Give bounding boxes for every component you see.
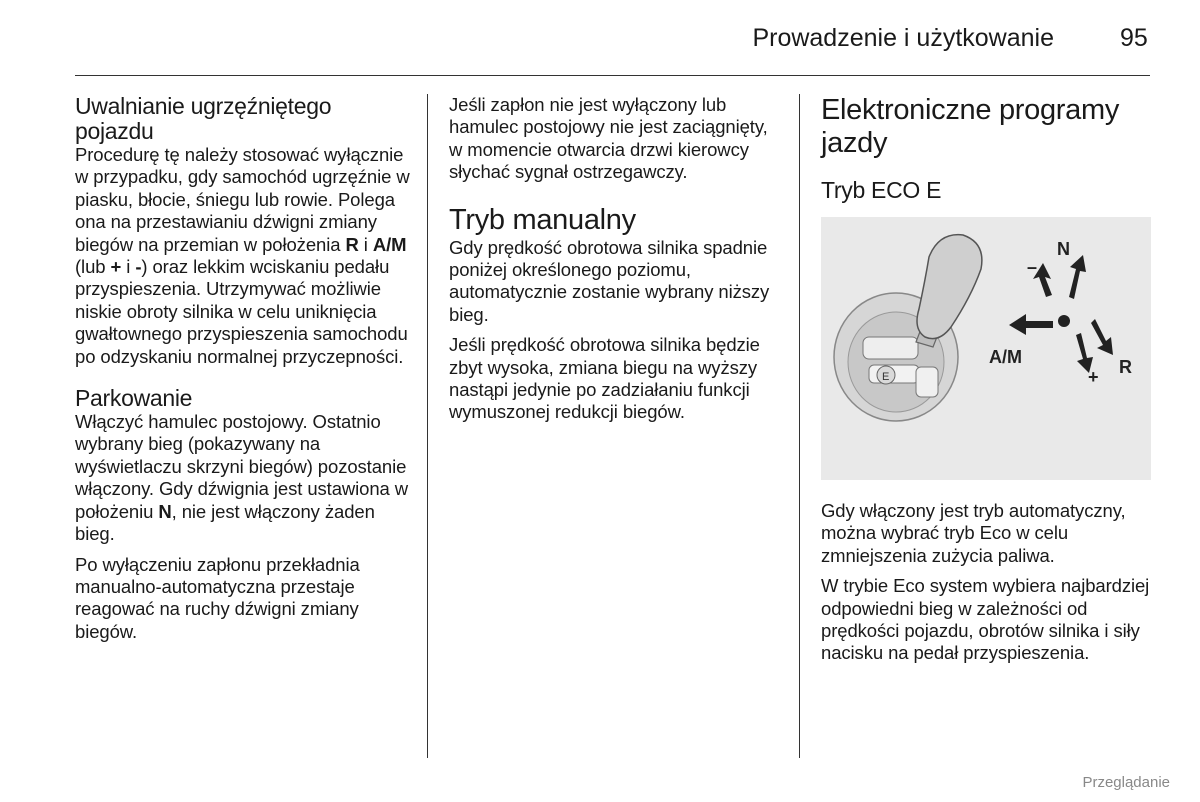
heading-manual-mode: Tryb manualny xyxy=(449,203,636,236)
footer-label: Przeglądanie xyxy=(1082,774,1170,791)
gear-lever-illustration xyxy=(821,217,1151,480)
heading-eco-mode: Tryb ECO E xyxy=(821,177,942,203)
paragraph-stuck-vehicle: Procedurę tę należy stosować wyłącznie w przypadku, gdy samochód ugrzęźnie w piasku, błocie, śniegu lub rowie. Polega ona na przestawianiu dźwigni zmiany biegów na przemian w położenia R i A/M (lub + i -) oraz lekkim wciskaniu pedału przyspieszenia. Utrzymywać możliwie niskie obroty silnika w celu uniknięcia gwałtownego przyspieszenia samochodu po odzyskaniu normalnej przyczepności. xyxy=(75,144,410,367)
paragraph-parking-1: Włączyć hamulec postojowy. Ostatnio wybrany bieg (pokazywany na wyświetlaczu skrzyni biegów) pozostanie włączony. Gdy dźwignia jest ustawiona w położeniu N, nie jest włączony żaden bieg. xyxy=(75,411,409,545)
eco-button-label: E xyxy=(882,371,890,383)
heading-parking: Parkowanie xyxy=(75,385,193,412)
paragraph-manual-1: Gdy prędkość obrotowa silnika spadnie poniżej określonego poziomu, automatycznie zostanie wybrany niższy bieg. xyxy=(449,236,770,325)
column-right xyxy=(821,94,1156,665)
paragraph-parking-2: Po wyłączeniu zapłonu przekładnia manualno-automatyczna przestaje reagować na ruchy dźwigni zmiany biegów. xyxy=(75,553,360,642)
gear-label-n: N xyxy=(1057,239,1070,259)
paragraph-manual-2: Jeśli prędkość obrotowa silnika będzie zbyt wysoka, zmiana biegu na wyższy nastąpi jedynie po zadziałaniu funkcji wymuszonej redukcji biegów. xyxy=(449,334,760,423)
gear-label-plus: + xyxy=(1088,367,1099,387)
heading-stuck-vehicle: Uwalnianie ugrzęźniętego pojazdu xyxy=(75,93,332,144)
paragraph-eco-2: W trybie Eco system wybiera najbardziej odpowiedni bieg w zależności od prędkości pojazdu, obrotów silnika i siły nacisku na pedał przyspieszenia. xyxy=(821,575,1150,664)
gear-label-minus: – xyxy=(1027,257,1038,277)
paragraph-warning-signal: Jeśli zapłon nie jest wyłączony lub hamulec postojowy nie jest zaciągnięty, w momencie otwarcia drzwi kierowcy słychać sygnał ostrzegawczy. xyxy=(449,94,768,183)
paragraph-eco-1: Gdy włączony jest tryb automatyczny, można wybrać tryb Eco w celu zmniejszenia zużycia paliwa. xyxy=(821,500,1126,566)
running-header-title: Prowadzenie i użytkowanie xyxy=(752,24,1054,52)
column-middle xyxy=(449,94,784,424)
column-divider-1 xyxy=(427,94,428,758)
heading-electronic-programs: Elektroniczne programy jazdy xyxy=(821,94,1120,159)
page-number: 95 xyxy=(1120,24,1148,52)
gear-label-am: A/M xyxy=(989,347,1022,367)
header-divider xyxy=(75,75,1150,76)
gear-label-r: R xyxy=(1119,357,1132,377)
column-divider-2 xyxy=(799,94,800,758)
gear-selector-drawing xyxy=(821,217,1151,480)
column-left xyxy=(75,94,415,643)
